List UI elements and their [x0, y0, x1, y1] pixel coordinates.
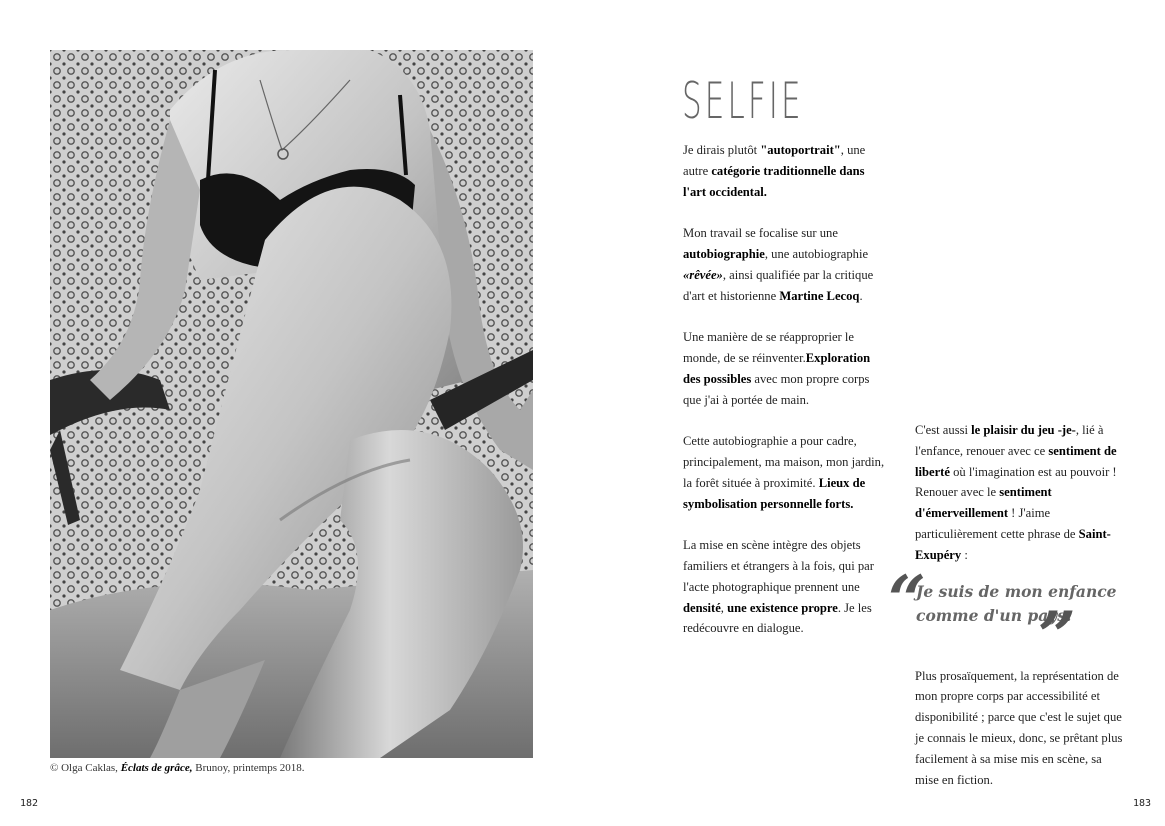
emphasis: «rêvée»	[683, 267, 723, 282]
text-run: , lié à l'enfance, renouer avec ce	[915, 423, 1104, 458]
paragraph-3	[683, 327, 888, 410]
emphasis: autobiographie	[683, 246, 765, 261]
text-run: Je dirais plutôt	[683, 143, 761, 157]
page-title: SELFIE	[682, 72, 804, 130]
text-run: . Je les redécouvre en dialogue.	[683, 600, 872, 636]
emphasis: sentiment de liberté	[915, 443, 1117, 479]
paragraph-2	[683, 223, 888, 306]
open-quote-mark: “	[888, 561, 926, 639]
page-number-right: 183	[1133, 798, 1152, 809]
emphasis: catégorie traditionnelle dans l'art occidental.	[683, 163, 865, 199]
emphasis: Martine Lecoq	[779, 288, 860, 303]
text-run: :	[961, 547, 968, 562]
paragraph-1	[683, 140, 888, 202]
text-run: Mon travail se focalise sur une	[683, 226, 838, 241]
page-number-left: 182	[20, 798, 39, 809]
caption-work-title: Éclats de grâce,	[120, 762, 193, 774]
text-run: .	[859, 288, 863, 303]
emphasis: Lieux de symbolisation personnelle forts.	[683, 475, 866, 511]
emphasis: Saint-Exupéry	[915, 526, 1111, 562]
paragraph-6	[915, 420, 1125, 566]
photo-caption	[50, 762, 305, 774]
text-run: , une autre	[683, 143, 866, 178]
close-quote-mark: ”	[1038, 597, 1076, 675]
caption-suffix: Brunoy, printemps 2018.	[192, 762, 305, 774]
paragraph-5	[683, 535, 888, 639]
text-run: , ainsi qualifiée par la critique d'art et historienne	[683, 267, 874, 303]
emphasis: "autoportrait"	[760, 143, 841, 157]
text-run: ,	[720, 600, 728, 615]
text-run: Une manière de se réapproprier le monde, de se réinventer.	[683, 330, 854, 365]
emphasis: le plaisir du jeu -je-	[971, 423, 1076, 437]
caption-prefix: © Olga Caklas,	[50, 762, 121, 774]
text-run: La mise en scène intègre des objets familiers et étrangers à la fois, qui par l'acte photographique prennent une	[683, 538, 874, 594]
emphasis: une existence propre	[727, 600, 838, 615]
text-run: Cette autobiographie a pour cadre, principalement, ma maison, mon jardin, la forêt située à proximité.	[683, 434, 885, 490]
paragraph-4	[683, 431, 888, 514]
pull-quote	[888, 561, 1128, 675]
emphasis: densité	[683, 600, 721, 615]
text-run: C'est aussi	[915, 423, 972, 437]
text-run: , une autobiographie	[764, 246, 869, 261]
emphasis: sentiment d'émerveillement	[915, 485, 1052, 521]
emphasis: Exploration des possibles	[683, 350, 871, 386]
text-run: ! J'aime particulièrement cette phrase de	[915, 506, 1079, 541]
photograph	[50, 50, 533, 758]
text-column-1	[683, 140, 888, 660]
text-run: où l'imagination est au pouvoir ! Renouer avec le	[915, 464, 1117, 500]
paragraph-7: Plus prosaïquement, la représentation de mon propre corps par accessibilité et disponibilité ; parce que c'est le sujet que je connais le mieux, donc, se prêtant plus facilement à sa mise mis en scène, sa mise en fiction.	[915, 668, 1123, 787]
quote-text: Je suis de mon enfance comme d'un pays.	[916, 582, 1117, 625]
text-run: avec mon propre corps que j'ai à portée de main.	[683, 371, 870, 407]
photo-illustration	[50, 50, 533, 758]
